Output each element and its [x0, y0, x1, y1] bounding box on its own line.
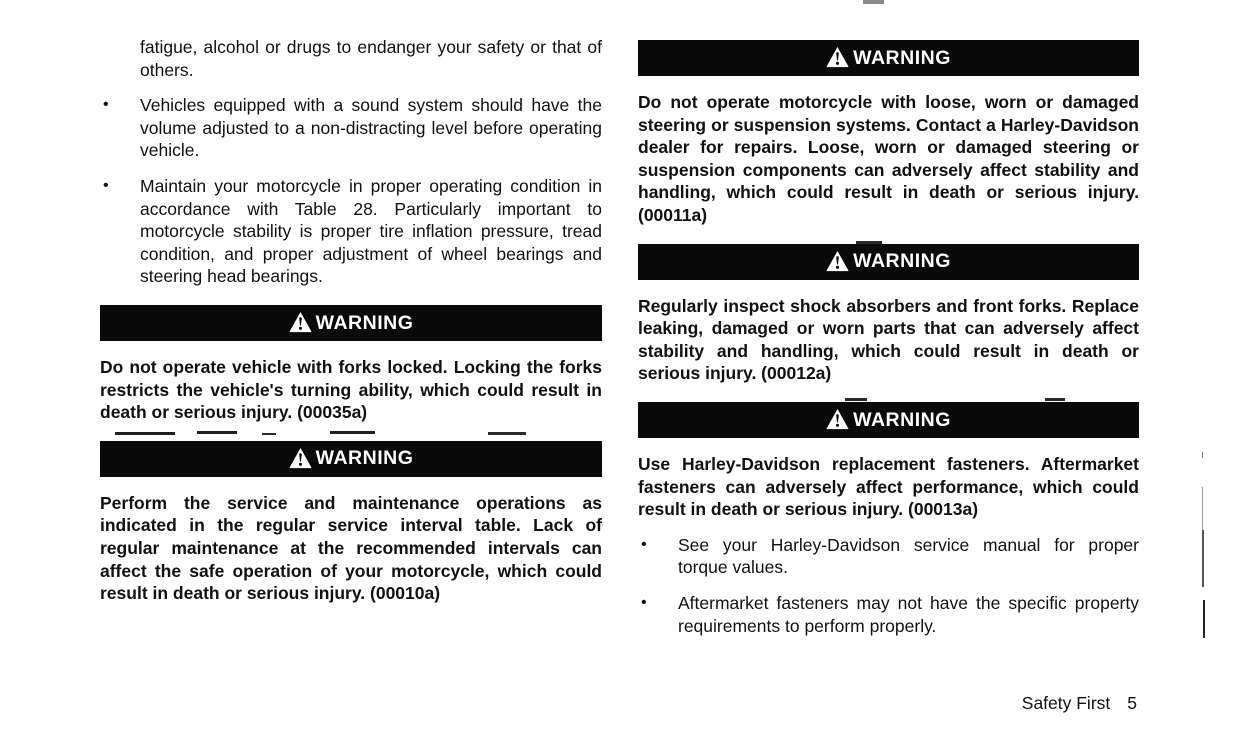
warning-banner: [638, 244, 1139, 280]
warning-block: [638, 402, 1139, 521]
warning-text: Use Harley-Davidson replacement fasteners. Aftermarket fasteners can adversely affect performance, which could result in death or serious injury. (00013a): [638, 453, 1139, 520]
scan-artifact: [197, 431, 237, 434]
list-item-text: Vehicles equipped with a sound system should have the volume adjusted to a non-distracting level before operating vehicle.: [140, 95, 602, 161]
scan-artifact: [1045, 398, 1065, 401]
scan-artifact: [863, 0, 884, 4]
left-column: [100, 36, 602, 605]
right-column: [638, 40, 1139, 650]
warning-text: Do not operate motorcycle with loose, worn or damaged steering or suspension systems. Contact a Harley-Davidson dealer for repairs. Loose, worn or damaged steering or suspension components can adversely affect stability and handling, which could result in death or serious injury. (00011a): [638, 92, 1139, 225]
scan-artifact: [115, 432, 175, 435]
warning-block: [100, 441, 602, 605]
warning-block: [638, 40, 1139, 227]
warning-banner: [638, 402, 1139, 438]
continued-paragraph: fatigue, alcohol or drugs to endanger your safety or that of others.: [140, 37, 602, 80]
warning-banner-label: WARNING: [853, 46, 951, 69]
scan-artifact: [856, 241, 882, 244]
scan-artifact: [1202, 452, 1203, 458]
scan-artifact: [1202, 530, 1204, 587]
warning-banner-label: WARNING: [853, 408, 951, 431]
warning-banner: [638, 40, 1139, 76]
list-item: [100, 175, 602, 288]
warning-triangle-icon: [826, 46, 849, 68]
scan-artifact: [845, 398, 867, 401]
scan-artifact: [330, 431, 375, 434]
list-item: [638, 534, 1139, 579]
warning-text: Perform the service and maintenance operations as indicated in the regular service interval table. Lack of regular maintenance at the recommended intervals can affect the safe operation of your motorcycle, which could result in death or serious injury. (00010a): [100, 492, 602, 604]
warning-triangle-icon: [289, 311, 312, 333]
scan-artifact: [1203, 600, 1205, 638]
footer-section-title: Safety First: [1021, 693, 1111, 713]
bullet-icon: •: [641, 593, 647, 611]
warning-triangle-icon: [826, 250, 849, 272]
warning-banner: [100, 441, 602, 477]
warning-triangle-icon: [826, 408, 849, 430]
list-item-text: See your Harley-Davidson service manual for proper torque values.: [678, 534, 1139, 578]
bullet-icon: •: [641, 535, 647, 553]
warning-text: Regularly inspect shock absorbers and front forks. Replace leaking, damaged or worn parts that can adversely affect stability and handling, which could result in death or serious injury. (00012a): [638, 295, 1139, 384]
warning-text: Do not operate vehicle with forks locked. Locking the forks restricts the vehicle's turning ability, which could result in death or serious injury. (00035a): [100, 356, 602, 423]
list-item-text: Maintain your motorcycle in proper operating condition in accordance with Table 28. Particularly important to motorcycle stability is proper tire inflation pressure, tread condition, and proper adjustment of wheel bearings and steering head bearings.: [140, 175, 602, 287]
scan-artifact: [262, 433, 276, 435]
warning-block: [638, 244, 1139, 385]
warning-triangle-icon: [289, 447, 312, 469]
warning-block: [100, 305, 602, 424]
footer-page-number: 5: [1127, 693, 1137, 713]
bullet-icon: •: [103, 176, 109, 194]
list-item: [638, 592, 1139, 637]
scan-artifact: [488, 432, 526, 435]
page-footer: [1022, 692, 1137, 714]
warning-banner-label: WARNING: [315, 311, 414, 334]
warning-banner-label: WARNING: [853, 250, 951, 273]
warning-banner-label: WARNING: [315, 447, 414, 470]
list-item-text: Aftermarket fasteners may not have the specific property requirements to perform properly.: [678, 592, 1139, 636]
warning-banner: [100, 305, 602, 341]
bullet-icon: •: [103, 96, 109, 114]
list-item: [100, 94, 602, 162]
